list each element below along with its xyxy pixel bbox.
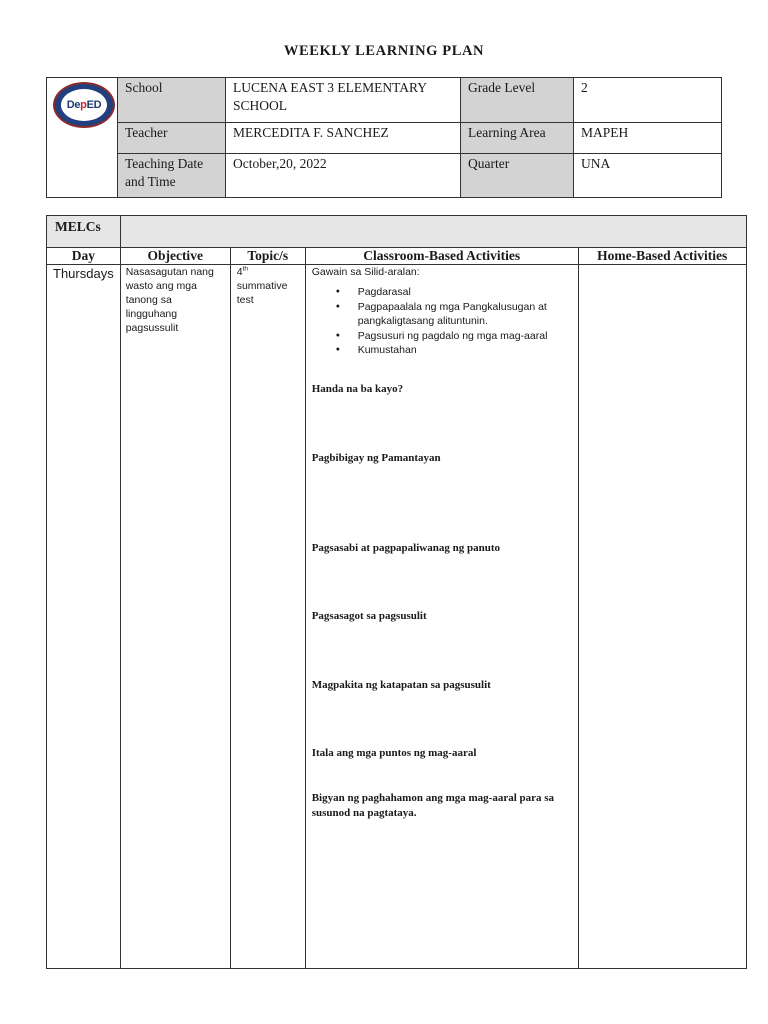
activity-step: Pagsasabi at pagpapaliwanag ng panuto xyxy=(311,542,500,554)
quarter-value: UNA xyxy=(574,154,722,198)
activities-intro: Gawain sa Silid-aralan: xyxy=(311,266,420,278)
column-header-classroom-activities: Classroom-Based Activities xyxy=(305,248,578,265)
home-based-activities-cell xyxy=(578,265,746,969)
teacher-value: MERCEDITA F. SANCHEZ xyxy=(226,123,461,154)
activity-step: Pagsasagot sa pagsusulit xyxy=(311,610,427,622)
deped-logo xyxy=(53,82,115,128)
learning-area-value: MAPEH xyxy=(574,123,722,154)
column-header-topics: Topic/s xyxy=(230,248,305,265)
logo-cell xyxy=(47,78,118,198)
objective-cell: Nasasagutan nang wasto ang mga tanong sa lingguhang pagsussulit xyxy=(120,265,230,969)
school-label: School xyxy=(118,78,226,123)
learning-plan-table xyxy=(46,215,747,969)
header-table xyxy=(46,77,722,198)
list-item: ● Pagsusuri ng pagdalo ng mga mag-aaral xyxy=(336,329,572,344)
topic-number: 4 xyxy=(236,266,243,278)
column-header-home-activities: Home-Based Activities xyxy=(578,248,746,265)
activity-step: Itala ang mga puntos ng mag-aaral xyxy=(311,747,477,759)
topic-text: summative test xyxy=(236,280,288,306)
quarter-label: Quarter xyxy=(461,154,574,198)
teacher-label: Teacher xyxy=(118,123,226,154)
classroom-activities-cell xyxy=(305,265,578,969)
deped-logo-text: De p ED xyxy=(61,89,107,121)
document-title: WEEKLY LEARNING PLAN xyxy=(283,43,485,59)
grade-level-label: Grade Level xyxy=(461,78,574,123)
teaching-date-label: Teaching Date and Time xyxy=(118,154,226,198)
topic-suffix: th xyxy=(242,265,248,273)
activity-step: Handa na ba kayo? xyxy=(311,383,404,395)
day-cell: Thursdays xyxy=(47,265,121,969)
grade-level-value: 2 xyxy=(574,78,722,123)
column-header-day: Day xyxy=(47,248,121,265)
column-header-objective: Objective xyxy=(120,248,230,265)
activity-step: Bigyan ng paghahamon ang mga mag-aaral para sa susunod na pagtataya. xyxy=(311,792,555,819)
learning-area-label: Learning Area xyxy=(461,123,574,154)
teaching-date-value: October,20, 2022 xyxy=(226,154,461,198)
list-item: ● Pagpapaalala ng mga Pangkalusugan at pangkaligtasang alituntunin. xyxy=(336,300,572,329)
topic-cell xyxy=(230,265,305,969)
list-item: ● Pagdarasal xyxy=(336,285,572,300)
list-item: ● Kumustahan xyxy=(336,343,572,358)
activity-step: Pagbibigay ng Pamantayan xyxy=(311,452,441,464)
activities-list xyxy=(312,285,572,358)
melcs-label: MELCs xyxy=(47,216,121,248)
school-value: LUCENA EAST 3 ELEMENTARY SCHOOL xyxy=(226,78,461,123)
activity-step: Magpakita ng katapatan sa pagsusulit xyxy=(311,679,491,691)
melcs-value xyxy=(120,216,746,248)
